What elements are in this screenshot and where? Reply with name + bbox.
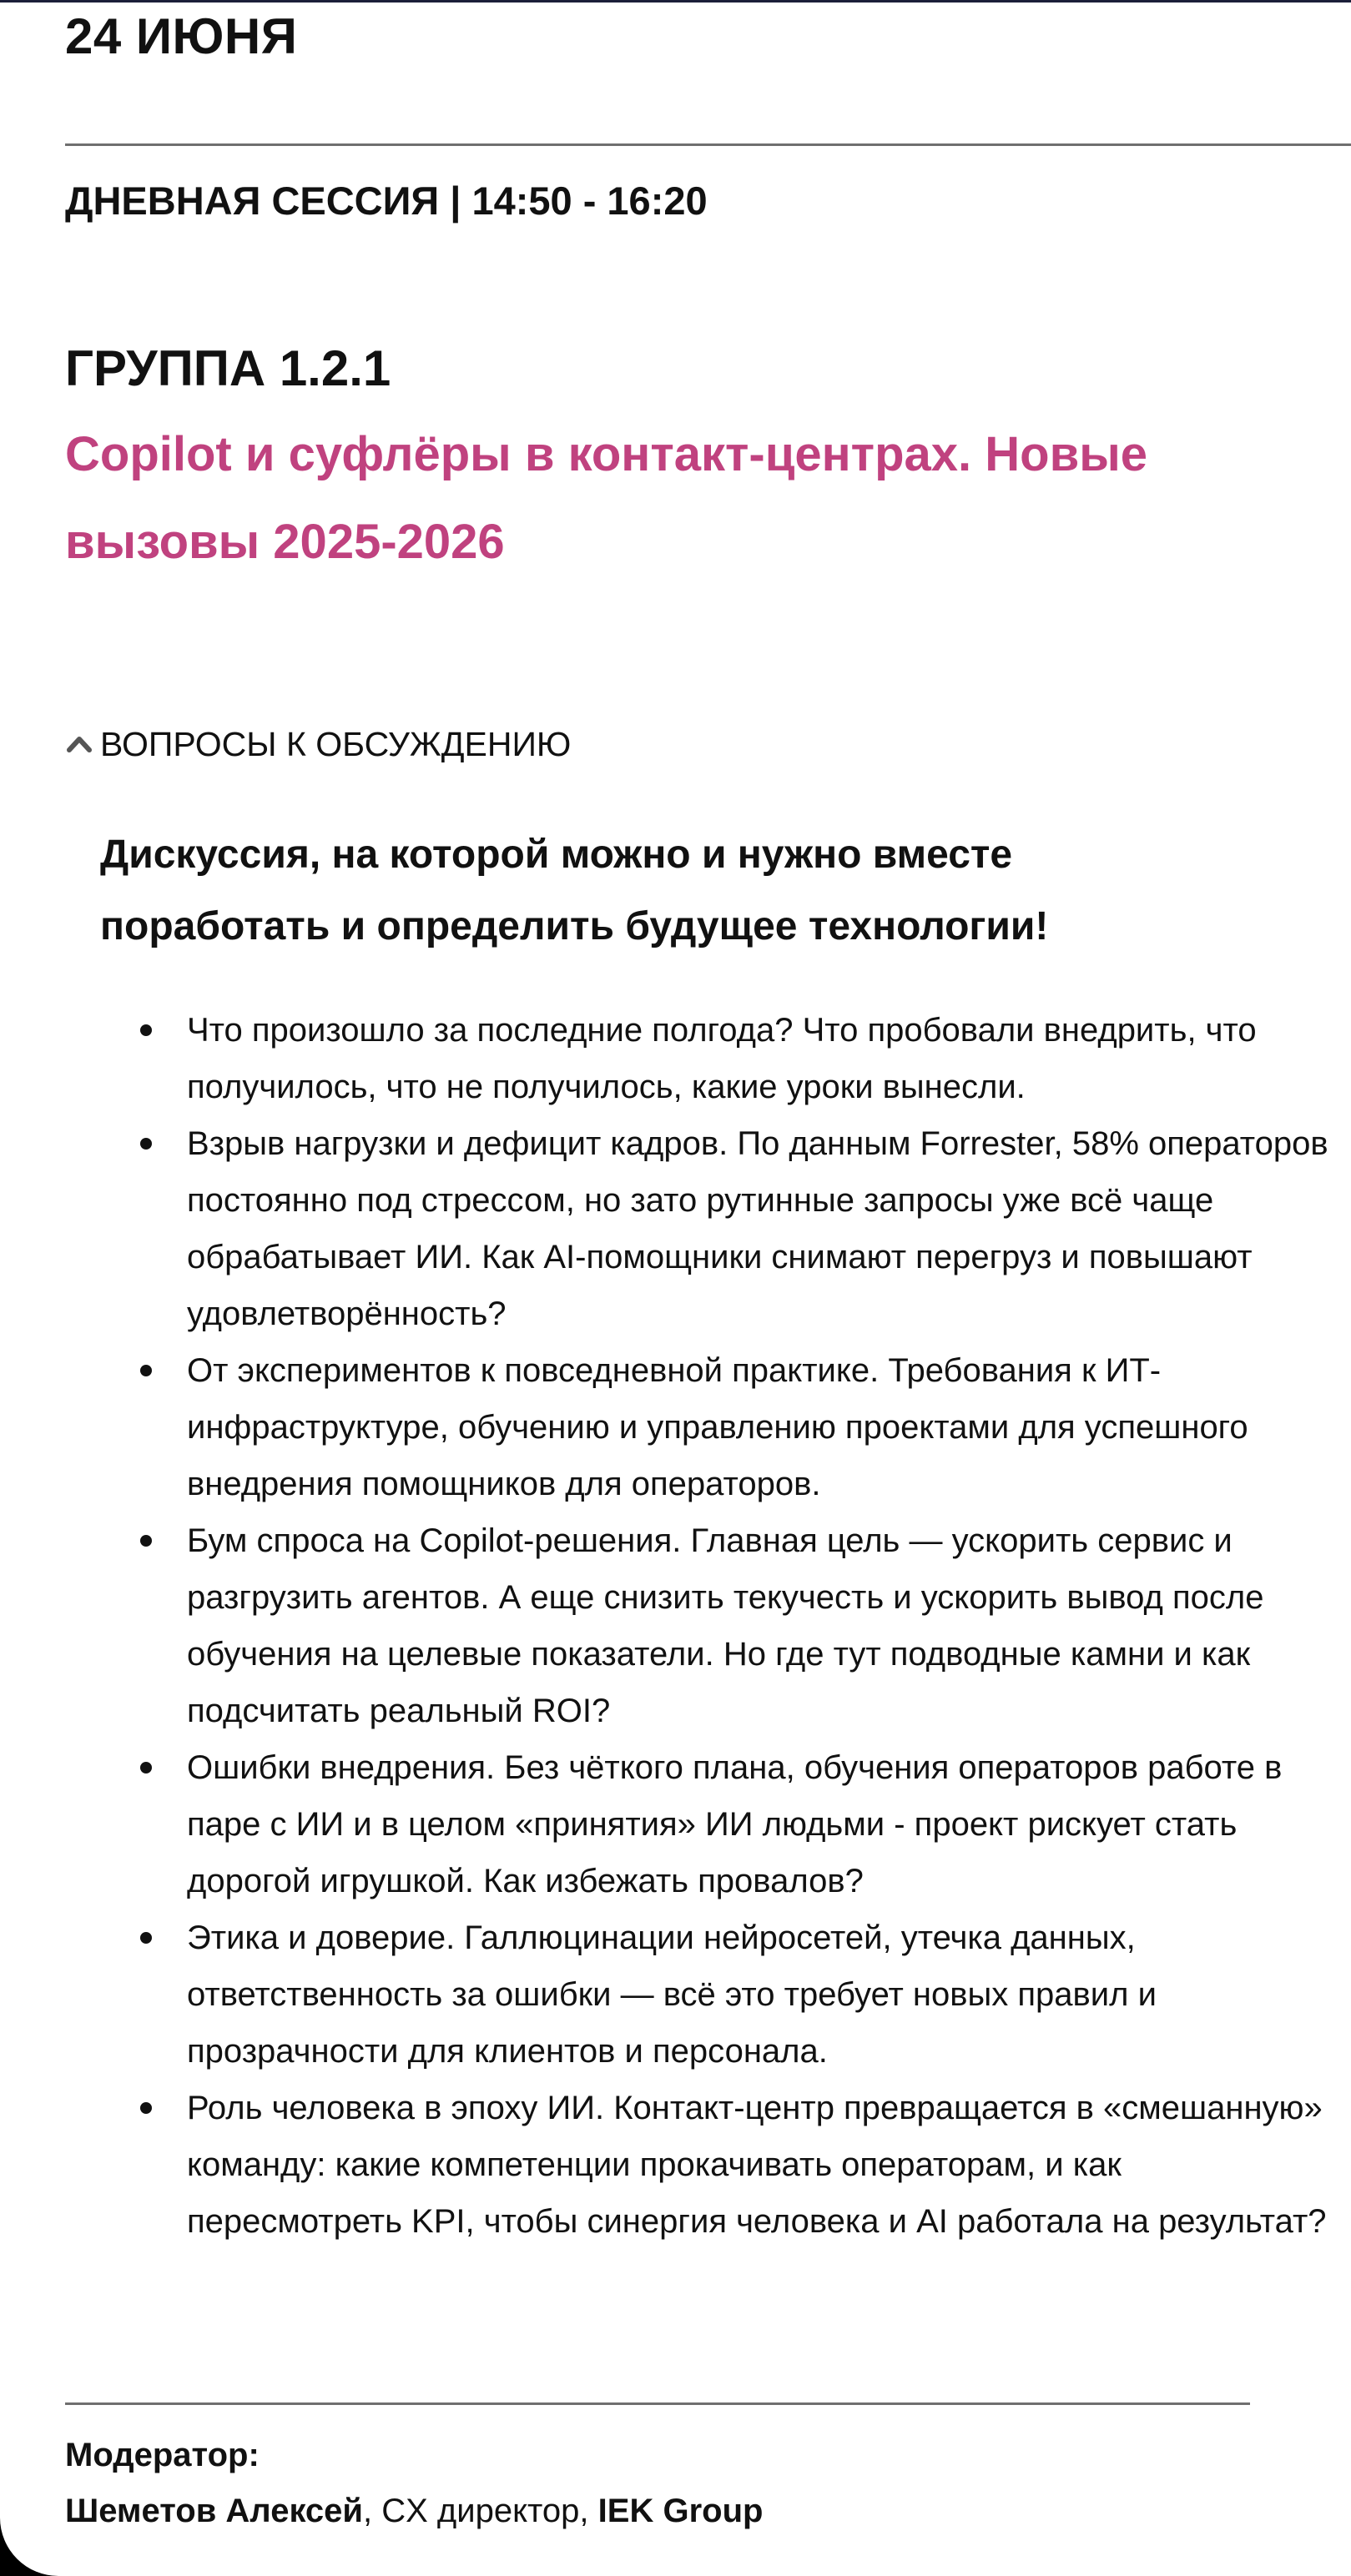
moderator-info bbox=[65, 2483, 763, 2539]
chevron-up-icon bbox=[65, 730, 93, 758]
list-item: Взрыв нагрузки и дефицит кадров. По данным Forrester, 58% операторов постоянно под стрессом, но зато рутинные запросы уже всё чаще обрабатывает ИИ. Как AI-помощники снимают перегруз и повышают удовлетворённость? bbox=[187, 1115, 1338, 1342]
moderator-separator: , bbox=[579, 2493, 598, 2529]
session-time: ДНЕВНАЯ СЕССИЯ | 14:50 - 16:20 bbox=[65, 179, 708, 223]
header-divider bbox=[65, 143, 1351, 146]
questions-toggle[interactable] bbox=[65, 716, 571, 772]
moderator-role: CX директор bbox=[381, 2493, 580, 2529]
list-item: Бум спроса на Copilot-решения. Главная цель — ускорить сервис и разгрузить агентов. А еще снизить текучесть и ускорить вывод после обучения на целевые показатели. Но где тут подводные камни и как подсчитать реальный ROI? bbox=[187, 1512, 1338, 1739]
discussion-questions bbox=[100, 1002, 1338, 2250]
list-item: Что произошло за последние полгода? Что пробовали внедрить, что получилось, что не получилось, какие уроки вынесли. bbox=[187, 1002, 1338, 1115]
list-item: От экспериментов к повседневной практике. Требования к ИТ-инфраструктуре, обучению и управлению проектами для успешного внедрения помощников для операторов. bbox=[187, 1342, 1338, 1512]
moderator-company: IEK Group bbox=[597, 2493, 764, 2529]
list-item: Ошибки внедрения. Без чёткого плана, обучения операторов работе в паре с ИИ и в целом «принятия» ИИ людьми - проект рискует стать дорогой игрушкой. Как избежать провалов? bbox=[187, 1739, 1338, 1909]
moderator-label: Модератор: bbox=[65, 2437, 260, 2473]
group-title: ГРУППА 1.2.1 bbox=[65, 340, 391, 396]
list-item: Этика и доверие. Галлюцинации нейросетей, утечка данных, ответственность за ошибки — всё это требует новых правил и прозрачности для клиентов и персонала. bbox=[187, 1909, 1338, 2080]
questions-heading: ВОПРОСЫ К ОБСУЖДЕНИЮ bbox=[100, 725, 572, 763]
discussion-lead: Дискуссия, на которой можно и нужно вместе поработать и определить будущее технологии! bbox=[100, 833, 1049, 948]
event-date: 24 ИЮНЯ bbox=[65, 8, 298, 64]
moderator-separator: , bbox=[363, 2493, 382, 2529]
session-topic: Copilot и суфлёры в контакт-центрах. Новые вызовы 2025-2026 bbox=[65, 427, 1148, 569]
top-divider bbox=[0, 0, 1351, 3]
footer-divider bbox=[65, 2402, 1250, 2405]
moderator-name: Шеметов Алексей bbox=[65, 2493, 364, 2529]
list-item: Роль человека в эпоху ИИ. Контакт-центр превращается в «смешанную» команду: какие компетенции прокачивать операторам, и как пересмотреть KPI, чтобы синергия человека и AI работала на результат? bbox=[187, 2080, 1338, 2250]
